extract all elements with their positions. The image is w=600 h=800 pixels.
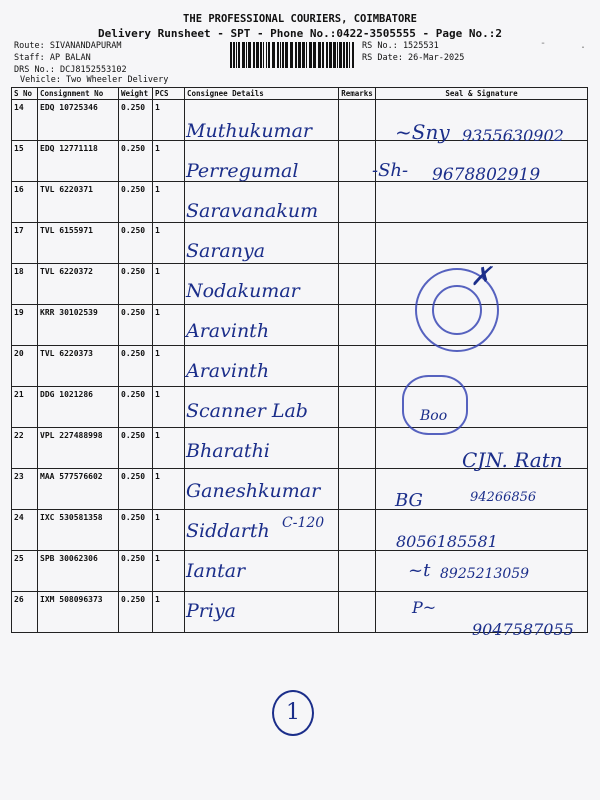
handwritten-consignee-name: Aravinth [186,360,270,382]
header-seal: Seal & Signature [376,88,588,100]
cell-remarks [339,551,376,592]
signature-scribble: Boo [420,408,448,424]
handwritten-note: BG [395,490,423,511]
rs-number: RS No.: 1525531 [362,41,439,51]
barcode-bar [309,42,312,68]
handwritten-consignee-name: Siddarth [186,520,270,542]
handwritten-consignee-name: Ganeshkumar [186,480,321,502]
barcode-bar [302,42,305,68]
cell-pcs: 1 [153,141,185,182]
route-label: Route: SIVANANDAPURAM [14,41,122,51]
cell-cno: TVL 6220373 [38,346,119,387]
cell-weight: 0.250 [119,428,153,469]
cell-remarks [339,141,376,182]
handwritten-phone: 8925213059 [440,566,530,582]
barcode-bar [322,42,324,68]
header-sno: S No [12,88,38,100]
signature-scribble: ~t [408,560,431,581]
cell-weight: 0.250 [119,387,153,428]
handwritten-phone: 9355630902 [462,126,564,145]
cell-pcs: 1 [153,387,185,428]
handwritten-consignee-name: Bharathi [186,440,270,462]
cell-pcs: 1 [153,510,185,551]
barcode-bar [290,42,293,68]
handwritten-consignee-name: Priya [186,600,237,622]
handwritten-consignee-name: Saranya [186,240,266,262]
cell-pcs: 1 [153,428,185,469]
barcode-bar [242,42,245,68]
barcode-bar [268,42,270,68]
rs-date: RS Date: 26-Mar-2025 [362,53,465,63]
cell-sno: 17 [12,223,38,264]
page-circle-mark: 1 [272,690,314,736]
cell-remarks [339,428,376,469]
cell-cno: TVL 6155971 [38,223,119,264]
cell-weight: 0.250 [119,182,153,223]
cell-remarks [339,264,376,305]
cell-weight: 0.250 [119,264,153,305]
cell-cno: VPL 227488998 [38,428,119,469]
runsheet-subtitle: Delivery Runsheet - SPT - Phone No.:0422-3505555 - Page No.:2 [98,27,502,40]
barcode-bar [298,42,301,68]
cell-weight: 0.250 [119,100,153,141]
cell-weight: 0.250 [119,469,153,510]
tick-mark: ✗ [470,262,492,292]
cell-sno: 22 [12,428,38,469]
signature-scribble: -Sh- [372,160,409,181]
cell-pcs: 1 [153,223,185,264]
barcode-bar [238,42,240,68]
barcode-bar [346,42,348,68]
cell-sno: 26 [12,592,38,633]
cell-sno: 15 [12,141,38,182]
cell-pcs: 1 [153,592,185,633]
barcode-bar [253,42,255,68]
cell-cno: EDQ 10725346 [38,100,119,141]
barcode-bar [280,42,281,68]
cell-cno: TVL 6220371 [38,182,119,223]
cell-seal [376,346,588,387]
cell-pcs: 1 [153,551,185,592]
handwritten-phone: 9047587055 [472,620,574,639]
handwritten-consignee-name: Aravinth [186,320,270,342]
cell-seal [376,223,588,264]
signature-scribble: P~ [412,598,437,617]
scan-mark: - [540,38,547,49]
cell-remarks [339,223,376,264]
barcode-bar [233,42,235,68]
cell-sno: 25 [12,551,38,592]
cell-sno: 18 [12,264,38,305]
cell-remarks [339,510,376,551]
barcode-bar [230,42,232,68]
cell-sno: 16 [12,182,38,223]
cell-weight: 0.250 [119,141,153,182]
company-title: THE PROFESSIONAL COURIERS, COIMBATORE [183,13,417,25]
barcode-bar [339,42,342,68]
header-consignee: Consignee Details [185,88,339,100]
cell-remarks [339,100,376,141]
handwritten-phone: 94266856 [470,490,537,505]
cell-pcs: 1 [153,346,185,387]
cell-sno: 24 [12,510,38,551]
cell-remarks [339,305,376,346]
cell-cno: DDG 1021286 [38,387,119,428]
barcode-bar [313,42,316,68]
barcode-bar [256,42,259,68]
cell-remarks [339,182,376,223]
barcode-bar [236,42,237,68]
barcode-bar [306,42,307,68]
cell-sno: 23 [12,469,38,510]
header-pcs: PCS [153,88,185,100]
cell-weight: 0.250 [119,592,153,633]
barcode-bar [329,42,332,68]
table-row [12,223,588,264]
cell-cno: MAA 577576602 [38,469,119,510]
barcode-bar [246,42,247,68]
cell-pcs: 1 [153,100,185,141]
cell-weight: 0.250 [119,346,153,387]
handwritten-note: C-120 [282,515,325,531]
cell-weight: 0.250 [119,223,153,264]
barcode-bar [326,42,328,68]
table-row [12,305,588,346]
staff-label: Staff: AP BALAN [14,53,91,63]
barcode-bar [337,42,338,68]
handwritten-consignee-name: Scanner Lab [186,400,308,422]
cell-pcs: 1 [153,469,185,510]
cell-pcs: 1 [153,305,185,346]
cell-weight: 0.250 [119,510,153,551]
signature-scribble: ~Sny [395,120,450,144]
handwritten-consignee-name: Perregumal [186,160,299,182]
barcode-bar [343,42,345,68]
barcode-bar [333,42,336,68]
header-remarks: Remarks [339,88,376,100]
barcode-bar [318,42,321,68]
handwritten-consignee-name: Nodakumar [186,280,300,302]
handwritten-note: CJN. Ratn [462,448,563,472]
vehicle-label: Vehicle: Two Wheeler Delivery [20,75,169,85]
cell-cno: KRR 30102539 [38,305,119,346]
barcode-bar [352,42,354,68]
barcode-bar [295,42,297,68]
cell-cno: EDQ 12771118 [38,141,119,182]
barcode-bar [285,42,288,68]
handwritten-phone: 9678802919 [432,165,541,185]
barcode-bar [349,42,350,68]
barcode-bar [277,42,279,68]
barcode-bar [272,42,275,68]
cell-weight: 0.250 [119,551,153,592]
cell-remarks [339,387,376,428]
cell-pcs: 1 [153,264,185,305]
barcode-bar [282,42,284,68]
cell-cno: TVL 6220372 [38,264,119,305]
barcode-bar [260,42,262,68]
cell-seal [376,182,588,223]
cell-weight: 0.250 [119,305,153,346]
scan-mark: . [580,40,587,51]
barcode-bar [266,42,267,68]
cell-remarks [339,592,376,633]
header-weight: Weight [119,88,153,100]
barcode [230,42,358,68]
barcode-bar [248,42,251,68]
cell-pcs: 1 [153,182,185,223]
barcode-bar [263,42,264,68]
cell-sno: 21 [12,387,38,428]
cell-remarks [339,346,376,387]
cell-sno: 19 [12,305,38,346]
handwritten-phone: 8056185581 [396,532,498,551]
handwritten-consignee-name: Muthukumar [186,120,312,142]
handwritten-consignee-name: Iantar [186,560,246,582]
cell-cno: IXM 508096373 [38,592,119,633]
company-seal-stamp-inner [432,285,482,335]
cell-remarks [339,469,376,510]
drs-label: DRS No.: DCJ8152553102 [14,65,127,75]
cell-cno: SPB 30062306 [38,551,119,592]
handwritten-consignee-name: Saravanakum [186,200,319,222]
lab-seal-stamp [402,375,468,435]
cell-sno: 20 [12,346,38,387]
cell-cno: IXC 530581358 [38,510,119,551]
header-consignment: Consignment No [38,88,119,100]
cell-sno: 14 [12,100,38,141]
table-row [12,346,588,387]
